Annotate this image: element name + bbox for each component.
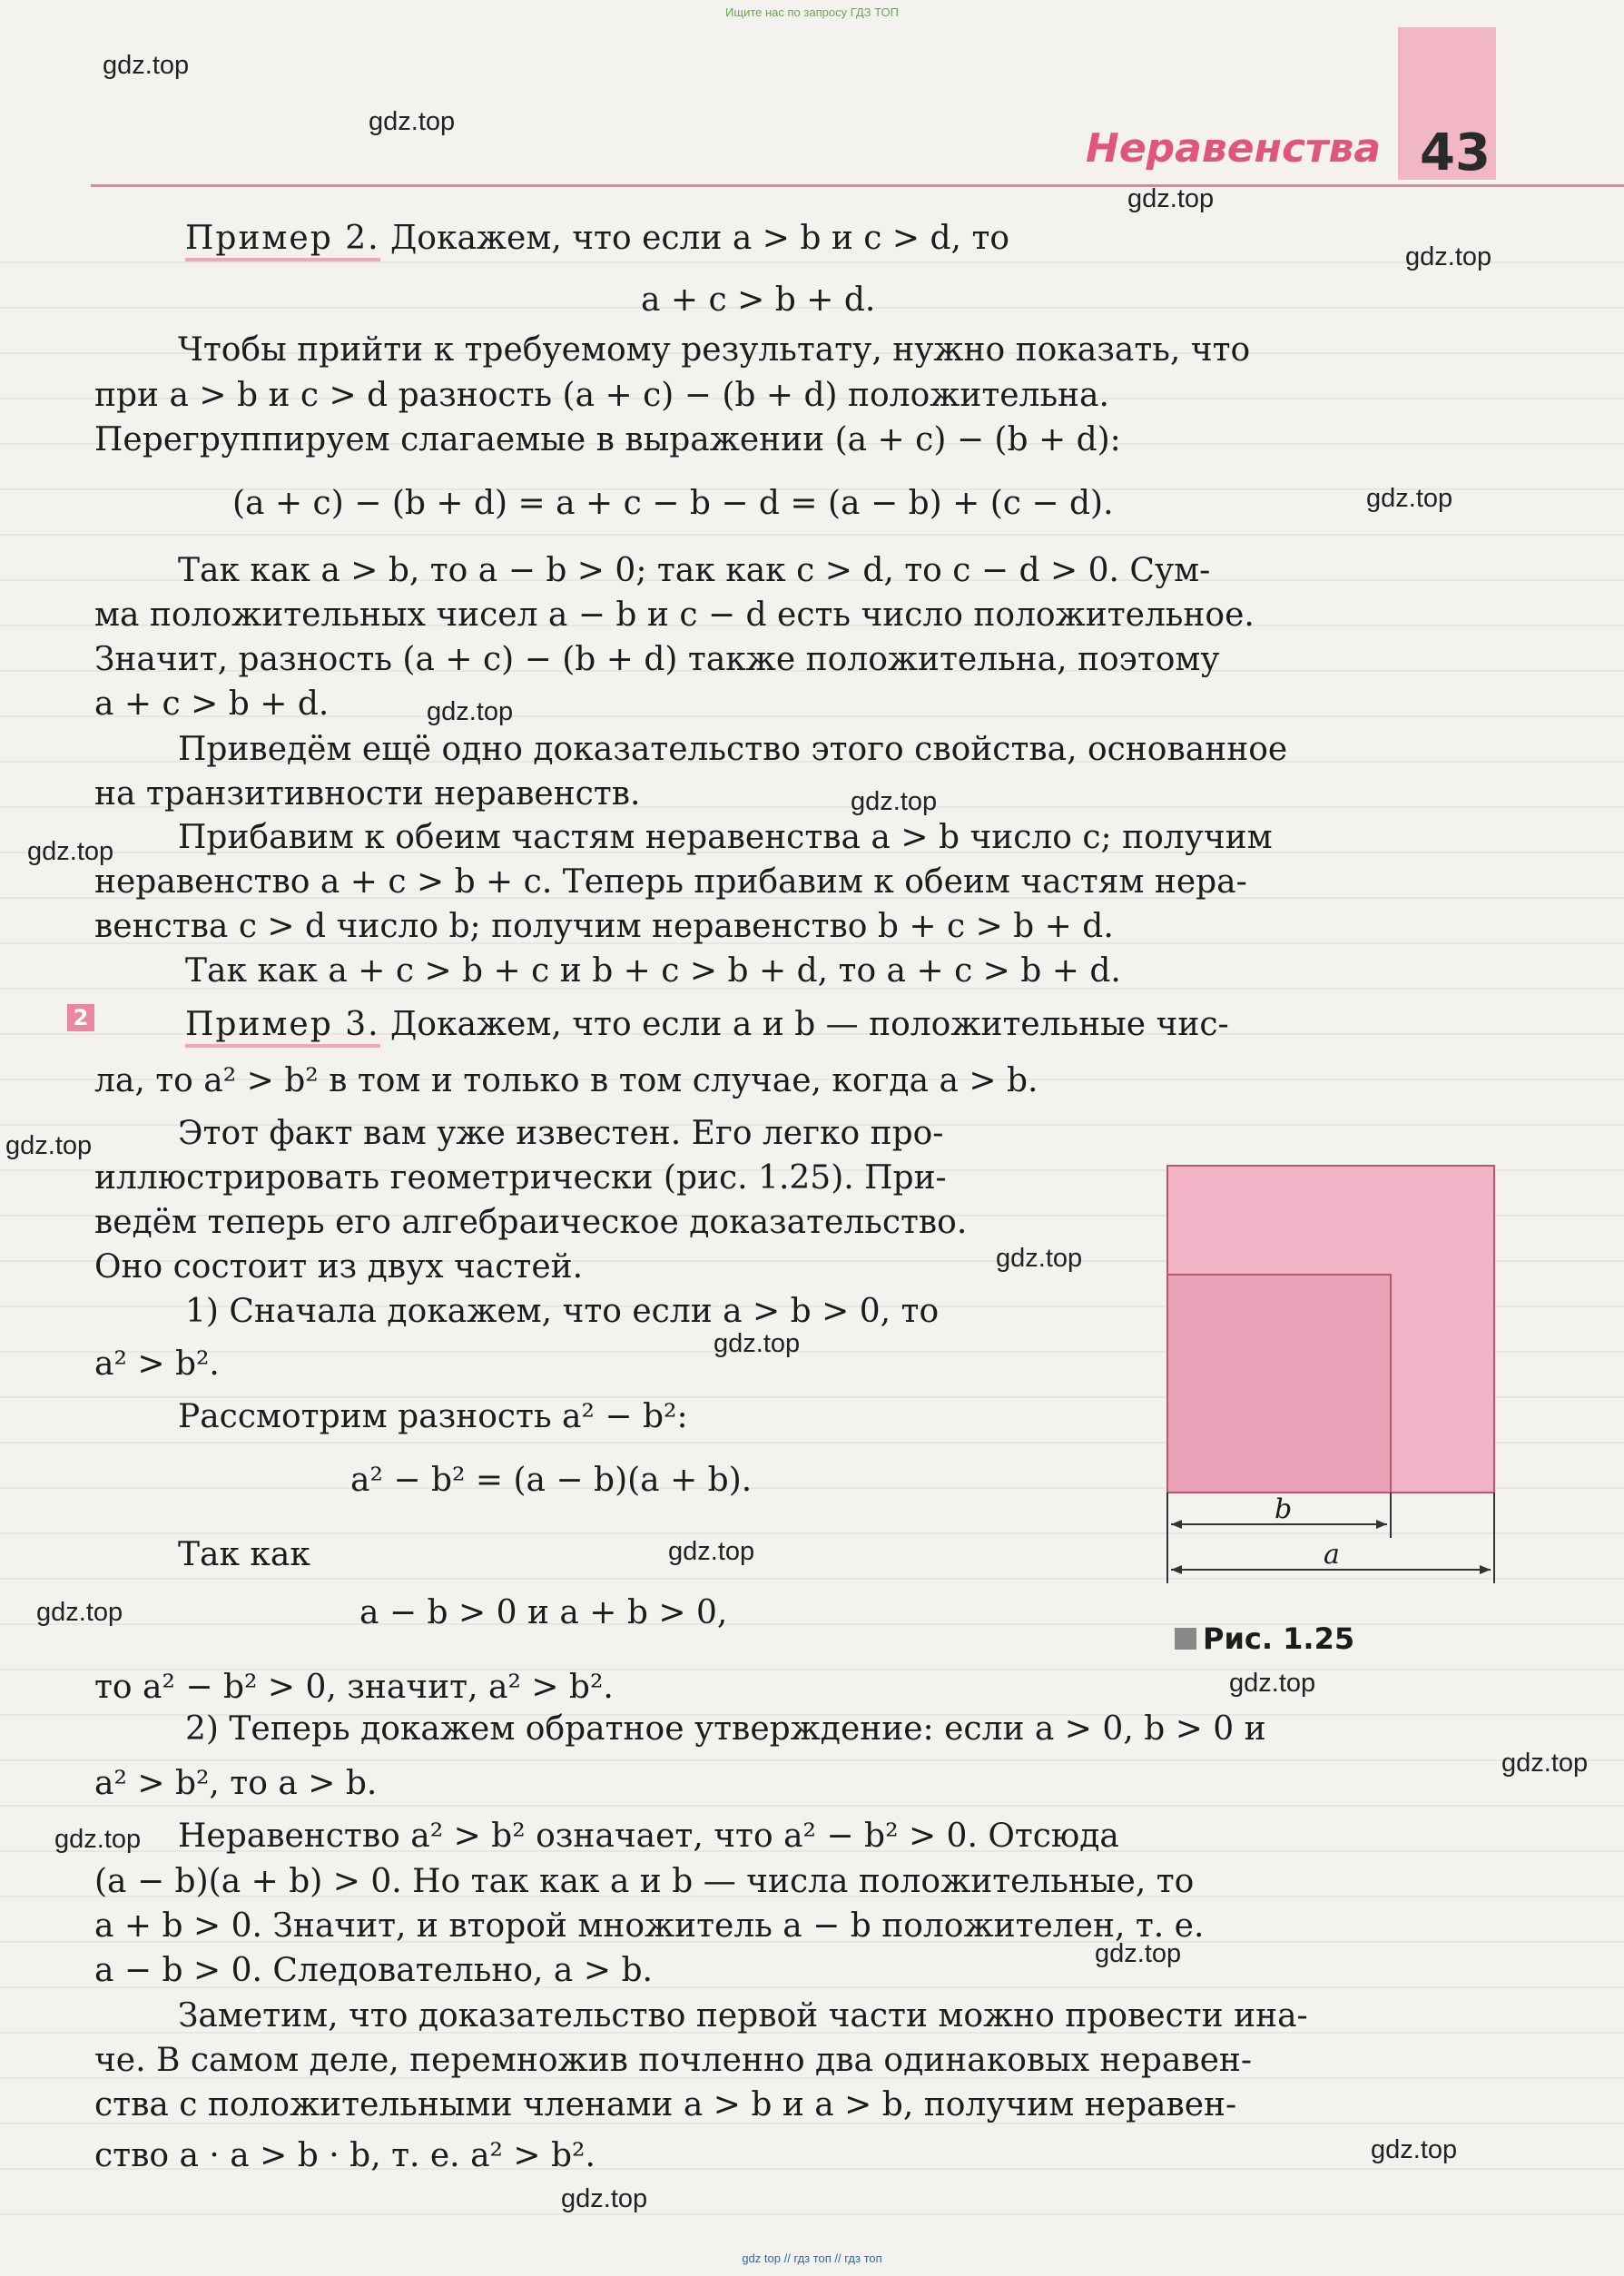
text-line: Так как a + c > b + c и b + c > b + d, то a + c > b + d.: [185, 952, 1121, 990]
text-line: Рассмотрим разность a² − b²:: [178, 1398, 688, 1435]
example2-label: Пример 2.: [185, 220, 380, 261]
watermark: gdz.top: [996, 1244, 1083, 1273]
watermark: gdz.top: [668, 1537, 755, 1566]
text-line: Приведём ещё одно доказательство этого свойства, основанное: [178, 731, 1288, 768]
example3-label: Пример 3.: [185, 1006, 380, 1048]
watermark: gdz.top: [1127, 184, 1215, 213]
watermark: gdz.top: [1405, 242, 1492, 271]
text-line: Так как a > b, то a − b > 0; так как c > d, то c − d > 0. Сум-: [178, 552, 1211, 589]
text-line: a + b > 0. Значит, и второй множитель a − b положителен, т. е.: [94, 1907, 1205, 1945]
text-line: Перегруппируем слагаемые в выражении (a + c) − (b + d):: [94, 421, 1121, 458]
watermark: gdz.top: [36, 1598, 123, 1627]
text-line: Значит, разность (a + c) − (b + d) также положительна, поэтому: [94, 641, 1220, 678]
text-line: Так как: [178, 1536, 310, 1573]
text-line: 1) Сначала докажем, что если a > b > 0, то: [185, 1293, 940, 1330]
watermark: gdz.top: [1229, 1669, 1316, 1698]
watermark: gdz.top: [103, 51, 190, 80]
example3-line1: [185, 1002, 1229, 1048]
text-line: a² > b², то a > b.: [94, 1765, 378, 1802]
example2-formula: a + c > b + d.: [641, 281, 876, 319]
arrowhead: [1376, 1520, 1387, 1529]
text-line: (a − b)(a + b) > 0. Но так как a и b — числа положительные, то: [94, 1863, 1195, 1900]
watermark: gdz.top: [714, 1329, 801, 1358]
watermark: gdz.top: [54, 1825, 142, 1854]
watermark: gdz.top: [369, 107, 456, 136]
bottom-banner[interactable]: gdz top // гдз топ // гдз топ: [742, 2251, 882, 2265]
watermark: gdz.top: [851, 787, 938, 816]
label-a: a: [1324, 1539, 1340, 1571]
watermark: gdz.top: [1371, 2135, 1458, 2164]
text-line: венства c > d число b; получим неравенство b + c > b + d.: [94, 908, 1114, 945]
watermark: gdz.top: [1095, 1939, 1182, 1968]
text-line: a + c > b + d.: [94, 685, 330, 723]
example2-statement: Докажем, что если a > b и c > d, то: [390, 220, 1010, 257]
text-line: че. В самом деле, перемножив почленно два одинаковых неравен-: [94, 2042, 1253, 2079]
text-line: неравенство a + c > b + c. Теперь прибавим к обеим частям нера-: [94, 863, 1247, 901]
text-line: на транзитивности неравенств.: [94, 775, 641, 813]
text-line: a − b > 0. Следовательно, a > b.: [94, 1952, 653, 1989]
example3-formula: a² − b² = (a − b)(a + b).: [350, 1462, 753, 1499]
arrowhead: [1171, 1520, 1182, 1529]
watermark: gdz.top: [427, 697, 514, 726]
text-line: ства с положительными членами a > b и a > b, получим неравен-: [94, 2086, 1237, 2123]
text-line: ла, то a² > b² в том и только в том случае, когда a > b.: [94, 1062, 1038, 1099]
text-line: Прибавим к обеим частям неравенства a > b число c; получим: [178, 819, 1273, 856]
example3-condition: a − b > 0 и a + b > 0,: [359, 1594, 728, 1631]
caption-square-icon: [1175, 1628, 1196, 1650]
text-line: ма положительных чисел a − b и c − d есть число положительное.: [94, 596, 1255, 634]
page-number: 43: [1420, 123, 1491, 182]
text-line: 2) Теперь докажем обратное утверждение: если a > 0, b > 0 и: [185, 1710, 1266, 1748]
text-line: то a² − b² > 0, значит, a² > b².: [94, 1669, 614, 1706]
section-marker: 2: [67, 1004, 94, 1031]
header-rule: [91, 184, 1624, 187]
text-line: иллюстрировать геометрически (рис. 1.25). При-: [94, 1159, 947, 1197]
text-line: Неравенство a² > b² означает, что a² − b² > 0. Отсюда: [178, 1818, 1119, 1855]
watermark: gdz.top: [561, 2184, 648, 2213]
example2-line1: [185, 216, 1009, 261]
watermark: gdz.top: [1501, 1749, 1589, 1778]
text-line: Оно состоит из двух частей.: [94, 1248, 584, 1286]
example2-regroup-formula: (a + c) − (b + d) = a + c − b − d = (a − b) + (c − d).: [232, 485, 1114, 522]
text-line: ство a · a > b · b, т. е. a² > b².: [94, 2137, 595, 2174]
text-line: Заметим, что доказательство первой части можно провести ина-: [178, 1997, 1308, 2035]
example3-statement: Докажем, что если a и b — положительные чис-: [390, 1006, 1229, 1043]
watermark: gdz.top: [1366, 484, 1453, 513]
arrowhead: [1171, 1565, 1182, 1574]
figure-squares-diagram: [1158, 1157, 1503, 1596]
figure-caption: Рис. 1.25: [1203, 1621, 1355, 1656]
text-line: при a > b и c > d разность (a + c) − (b + d) положительна.: [94, 377, 1109, 414]
watermark: gdz.top: [5, 1131, 93, 1160]
text-line: Чтобы прийти к требуемому результату, нужно показать, что: [178, 331, 1251, 369]
arrowhead: [1480, 1565, 1491, 1574]
watermark: gdz.top: [27, 837, 114, 866]
chapter-title: Неравенства: [1086, 125, 1382, 172]
text-line: ведём теперь его алгебраическое доказательство.: [94, 1204, 968, 1241]
text-line: Этот факт вам уже известен. Его легко про-: [178, 1115, 944, 1152]
top-banner[interactable]: Ищите нас по запросу ГДЗ ТОП: [725, 5, 899, 19]
label-b: b: [1275, 1493, 1293, 1525]
inner-square-b: [1167, 1275, 1391, 1493]
text-line: a² > b².: [94, 1345, 220, 1383]
